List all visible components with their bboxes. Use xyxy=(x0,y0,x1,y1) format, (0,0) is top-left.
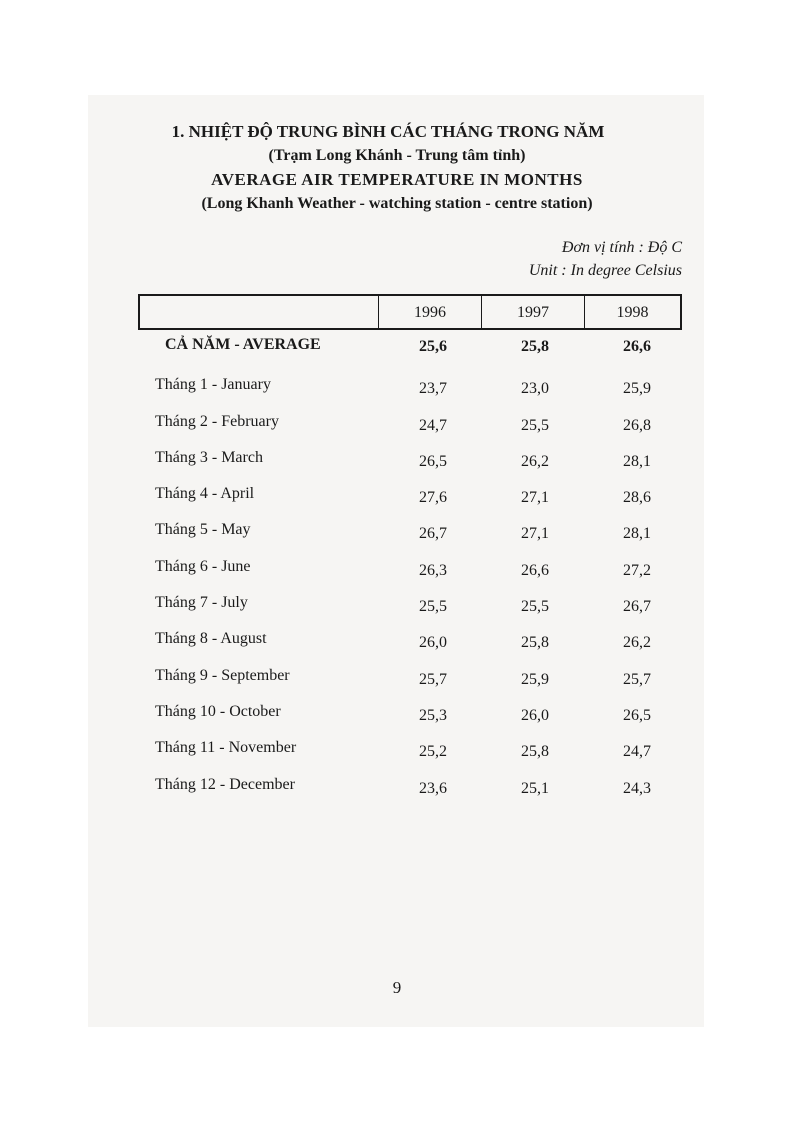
cell-1996: 27,6 xyxy=(419,489,447,507)
table-row xyxy=(155,479,675,515)
cell-1998: 28,1 xyxy=(623,525,651,543)
cell-1998: 24,3 xyxy=(623,779,651,797)
table-row xyxy=(155,697,675,733)
row-label: Tháng 6 - June xyxy=(155,557,251,575)
title-block xyxy=(0,120,794,216)
row-label: Tháng 9 - September xyxy=(155,666,290,684)
table-row xyxy=(155,661,675,697)
cell-1997: 25,8 xyxy=(521,338,549,355)
row-label: Tháng 10 - October xyxy=(155,702,281,720)
cell-1997: 25,5 xyxy=(521,598,549,616)
cell-1997: 23,0 xyxy=(521,380,549,398)
cell-1997: 25,5 xyxy=(521,416,549,434)
page-number: 9 xyxy=(392,978,402,997)
cell-1996: 25,7 xyxy=(419,670,447,688)
cell-1996: 26,7 xyxy=(419,525,447,543)
cell-1996: 25,5 xyxy=(419,598,447,616)
table-body xyxy=(155,334,675,806)
cell-1997: 26,2 xyxy=(521,452,549,470)
table-row xyxy=(155,370,675,406)
cell-1997: 27,1 xyxy=(521,525,549,543)
row-label: CẢ NĂM - AVERAGE xyxy=(165,336,321,353)
unit-english: Unit : In degree Celsius xyxy=(528,262,682,279)
header-blank-cell xyxy=(140,296,379,328)
cell-1996: 25,6 xyxy=(419,338,447,355)
table-row xyxy=(155,515,675,551)
cell-1997: 27,1 xyxy=(521,489,549,507)
cell-1996: 23,6 xyxy=(419,779,447,797)
cell-1998: 26,5 xyxy=(623,706,651,724)
cell-1997: 26,0 xyxy=(521,706,549,724)
table-row-average xyxy=(155,334,675,370)
row-label: Tháng 1 - January xyxy=(155,376,271,394)
header-year-1997: 1997 xyxy=(482,296,585,328)
cell-1996: 25,3 xyxy=(419,706,447,724)
title-english: AVERAGE AIR TEMPERATURE IN MONTHS xyxy=(211,170,583,189)
cell-1998: 26,6 xyxy=(623,338,651,355)
cell-1998: 26,7 xyxy=(623,598,651,616)
table-header xyxy=(138,294,682,330)
cell-1998: 24,7 xyxy=(623,743,651,761)
row-label: Tháng 12 - December xyxy=(155,775,295,793)
unit-vietnamese: Đơn vị tính : Độ C xyxy=(561,239,682,256)
row-label: Tháng 5 - May xyxy=(155,521,251,539)
cell-1996: 23,7 xyxy=(419,380,447,398)
row-label: Tháng 8 - August xyxy=(155,630,267,648)
cell-1997: 25,1 xyxy=(521,779,549,797)
cell-1996: 24,7 xyxy=(419,416,447,434)
cell-1996: 26,3 xyxy=(419,561,447,579)
cell-1998: 26,2 xyxy=(623,634,651,652)
table-row xyxy=(155,552,675,588)
cell-1998: 25,7 xyxy=(623,670,651,688)
cell-1998: 28,1 xyxy=(623,452,651,470)
row-label: Tháng 3 - March xyxy=(155,448,263,466)
cell-1997: 26,6 xyxy=(521,561,549,579)
cell-1997: 25,8 xyxy=(521,634,549,652)
cell-1996: 26,0 xyxy=(419,634,447,652)
cell-1998: 27,2 xyxy=(623,561,651,579)
cell-1998: 26,8 xyxy=(623,416,651,434)
subtitle-vietnamese: (Trạm Long Khánh - Trung tâm tỉnh) xyxy=(268,147,526,164)
table-row xyxy=(155,588,675,624)
row-label: Tháng 7 - July xyxy=(155,594,248,612)
table-row xyxy=(155,624,675,660)
table-row xyxy=(155,733,675,769)
cell-1998: 25,9 xyxy=(623,380,651,398)
title-vietnamese: 1. NHIỆT ĐỘ TRUNG BÌNH CÁC THÁNG TRONG NĂM xyxy=(171,122,605,141)
unit-note xyxy=(529,236,682,282)
header-year-1998: 1998 xyxy=(616,304,649,321)
cell-1997: 25,8 xyxy=(521,743,549,761)
row-label: Tháng 4 - April xyxy=(155,485,255,503)
subtitle-english: (Long Khanh Weather - watching station - centre station) xyxy=(201,195,593,212)
cell-1998: 28,6 xyxy=(623,489,651,507)
header-year-1996: 1996 xyxy=(379,296,482,328)
row-label: Tháng 2 - February xyxy=(155,412,279,430)
cell-1996: 25,2 xyxy=(419,743,447,761)
table-row xyxy=(155,770,675,806)
cell-1997: 25,9 xyxy=(521,670,549,688)
table-row xyxy=(155,443,675,479)
table-row xyxy=(155,407,675,443)
cell-1996: 26,5 xyxy=(419,452,447,470)
row-label: Tháng 11 - November xyxy=(155,739,297,757)
